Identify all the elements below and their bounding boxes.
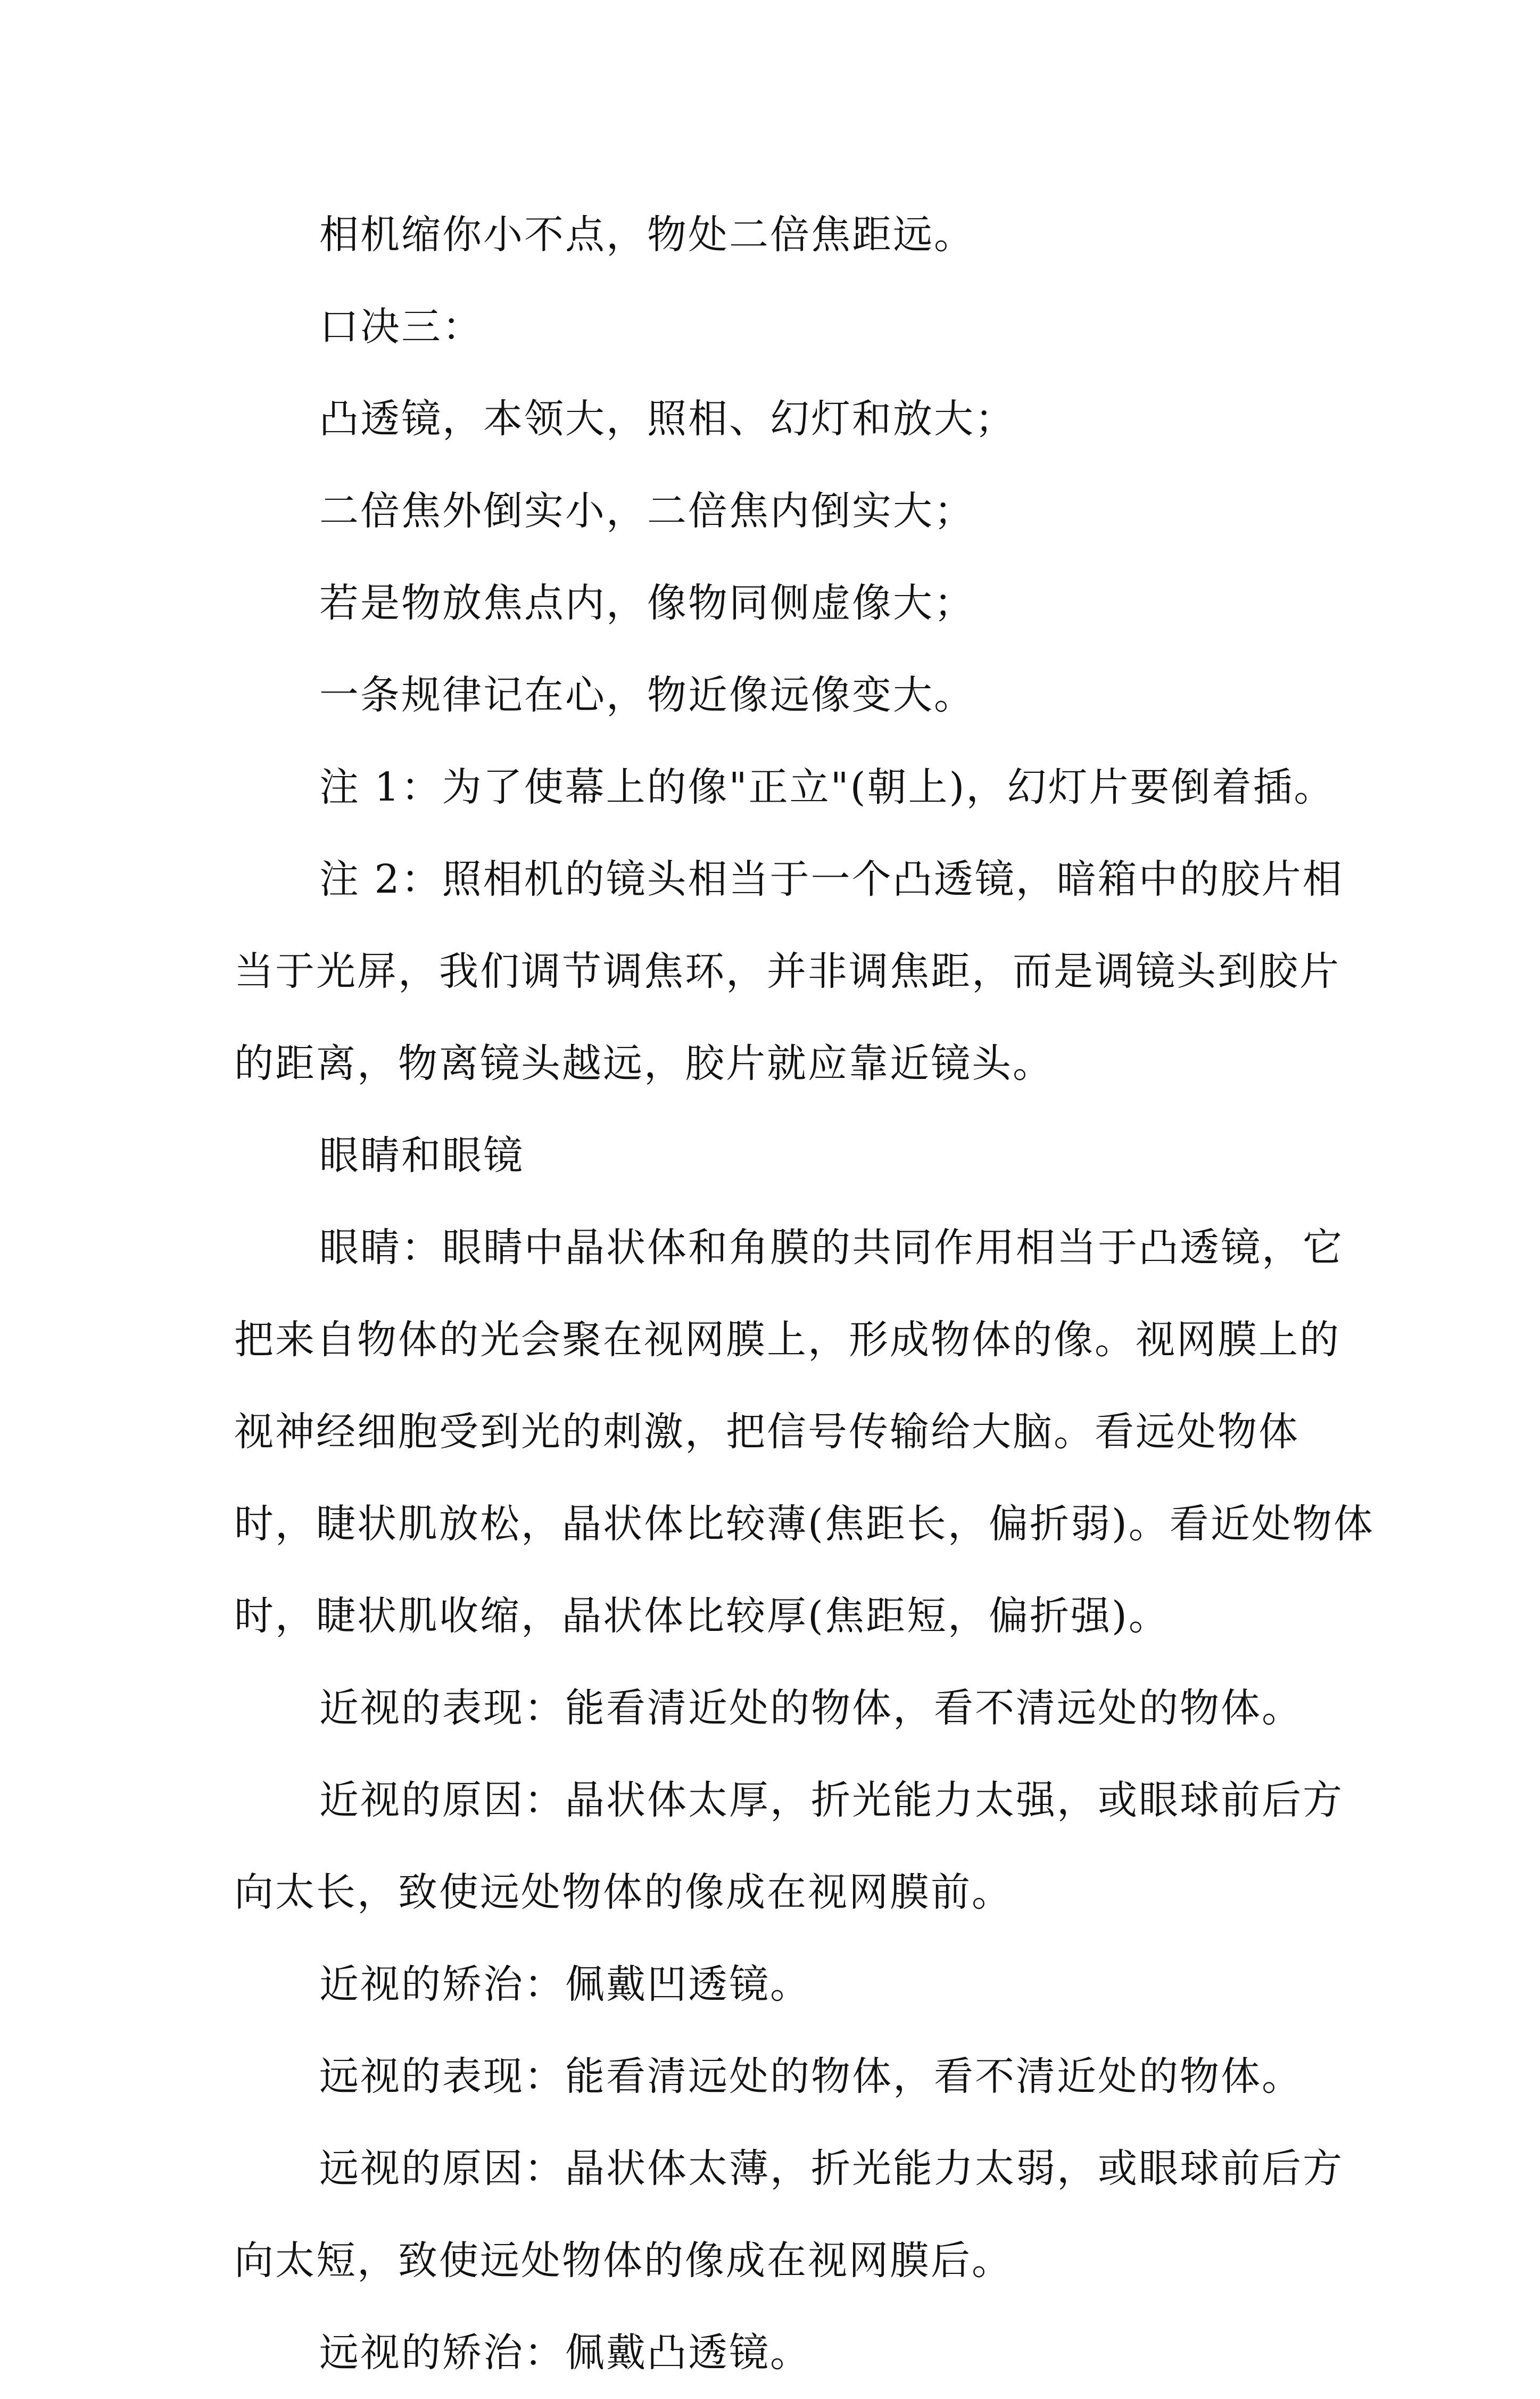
document-body: [234, 189, 1378, 2399]
paragraph: 近视的矫治：佩戴凹透镜。: [319, 1961, 811, 2007]
paragraph: 眼睛：眼睛中晶状体和角膜的共同作用相当于凸透镜，它把来自物体的光会聚在视网膜上，形成物体的像。视网膜上的视神经细胞受到光的刺激，把信号传输给大脑。看远处物体时，睫状肌放松，晶状体比较薄(焦距长，偏折弱)。看近处物体时，睫状肌收缩，晶状体比较厚(焦距短，偏折强)。: [234, 1225, 1375, 1639]
paragraph: 一条规律记在心，物近像远像变大。: [319, 672, 975, 718]
paragraph: 远视的表现：能看清远处的物体，看不清近处的物体。: [319, 2054, 1303, 2099]
section-heading: 眼睛和眼镜: [319, 1133, 524, 1178]
paragraph: 凸透镜，本领大，照相、幻灯和放大；: [319, 396, 1016, 442]
paragraph: 远视的原因：晶状体太薄，折光能力太弱，或眼球前后方向太短，致使远处物体的像成在视网膜后。: [234, 2146, 1344, 2283]
paragraph: 注 1：为了使幕上的像"正立"(朝上)，幻灯片要倒着插。: [319, 764, 1335, 810]
paragraph: 近视的原因：晶状体太厚，折光能力太强，或眼球前后方向太长，致使远处物体的像成在视网膜前。: [234, 1777, 1344, 1915]
paragraph: 注 2：照相机的镜头相当于一个凸透镜，暗箱中的胶片相当于光屏，我们调节调焦环，并非调焦距，而是调镜头到胶片的距离，物离镜头越远，胶片就应靠近镜头。: [234, 856, 1344, 1086]
paragraph: 若是物放焦点内，像物同侧虚像大；: [319, 580, 975, 626]
paragraph: 口决三：: [319, 304, 483, 350]
paragraph: 近视的表现：能看清近处的物体，看不清远处的物体。: [319, 1685, 1303, 1731]
paragraph: 远视的矫治：佩戴凸透镜。: [319, 2330, 811, 2376]
paragraph: 二倍焦外倒实小，二倍焦内倒实大；: [319, 488, 975, 534]
paragraph: 相机缩你小不点，物处二倍焦距远。: [319, 212, 975, 258]
